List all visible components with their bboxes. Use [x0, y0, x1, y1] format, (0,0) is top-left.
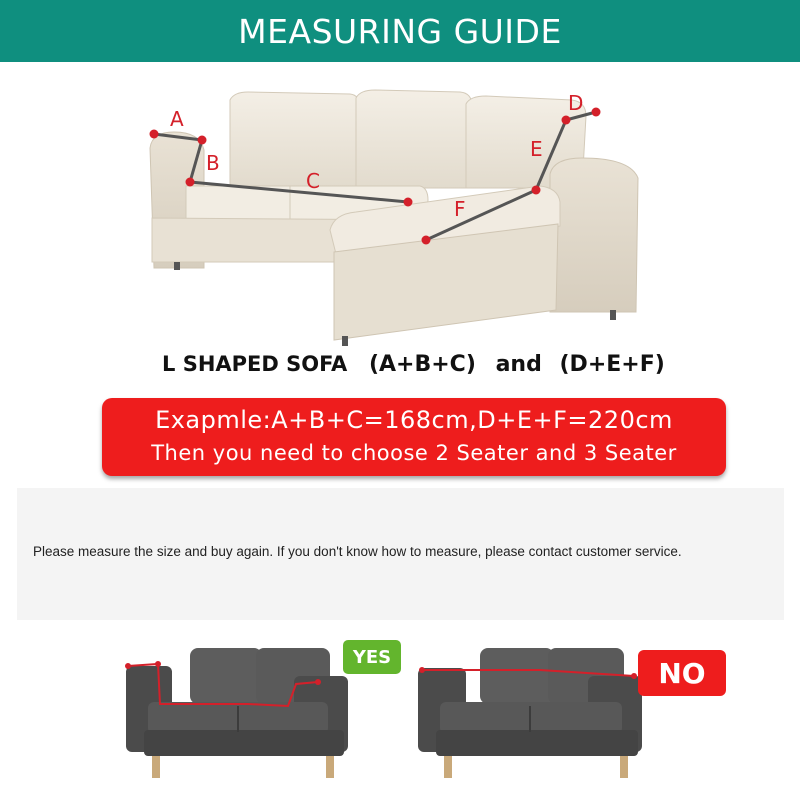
notice-text: Please measure the size and buy again. If you don't know how to measure, please contact customer service. [33, 544, 682, 559]
sofa-type-label: L SHAPED SOFA [162, 352, 348, 376]
label-d: D [568, 91, 584, 115]
sofa-leg [174, 262, 180, 270]
formula-joiner: and [495, 352, 542, 377]
yes-badge: YES [343, 640, 401, 674]
no-badge: NO [638, 650, 726, 696]
formula-part-2: (D+E+F) [559, 352, 665, 377]
notice-panel [17, 488, 784, 620]
page-title: MEASURING GUIDE [238, 11, 562, 51]
right-arm [550, 158, 638, 312]
measurement-formula [162, 352, 682, 386]
back-cushion-left [230, 92, 360, 186]
example-box [102, 398, 726, 476]
l-shaped-sofa-diagram [130, 78, 670, 350]
back-cushion-middle [356, 90, 472, 188]
header-banner [0, 0, 800, 62]
sofa-leg [342, 336, 348, 346]
label-a: A [170, 107, 184, 131]
label-c: C [306, 169, 320, 193]
example-line-2: Then you need to choose 2 Seater and 3 Seater [151, 441, 677, 465]
formula-part-1: (A+B+C) [368, 352, 476, 377]
label-f: F [454, 197, 466, 221]
label-e: E [530, 137, 543, 161]
sofa-leg [610, 310, 616, 320]
label-b: B [206, 151, 220, 175]
example-line-1: Exapmle:A+B+C=168cm,D+E+F=220cm [155, 406, 673, 434]
